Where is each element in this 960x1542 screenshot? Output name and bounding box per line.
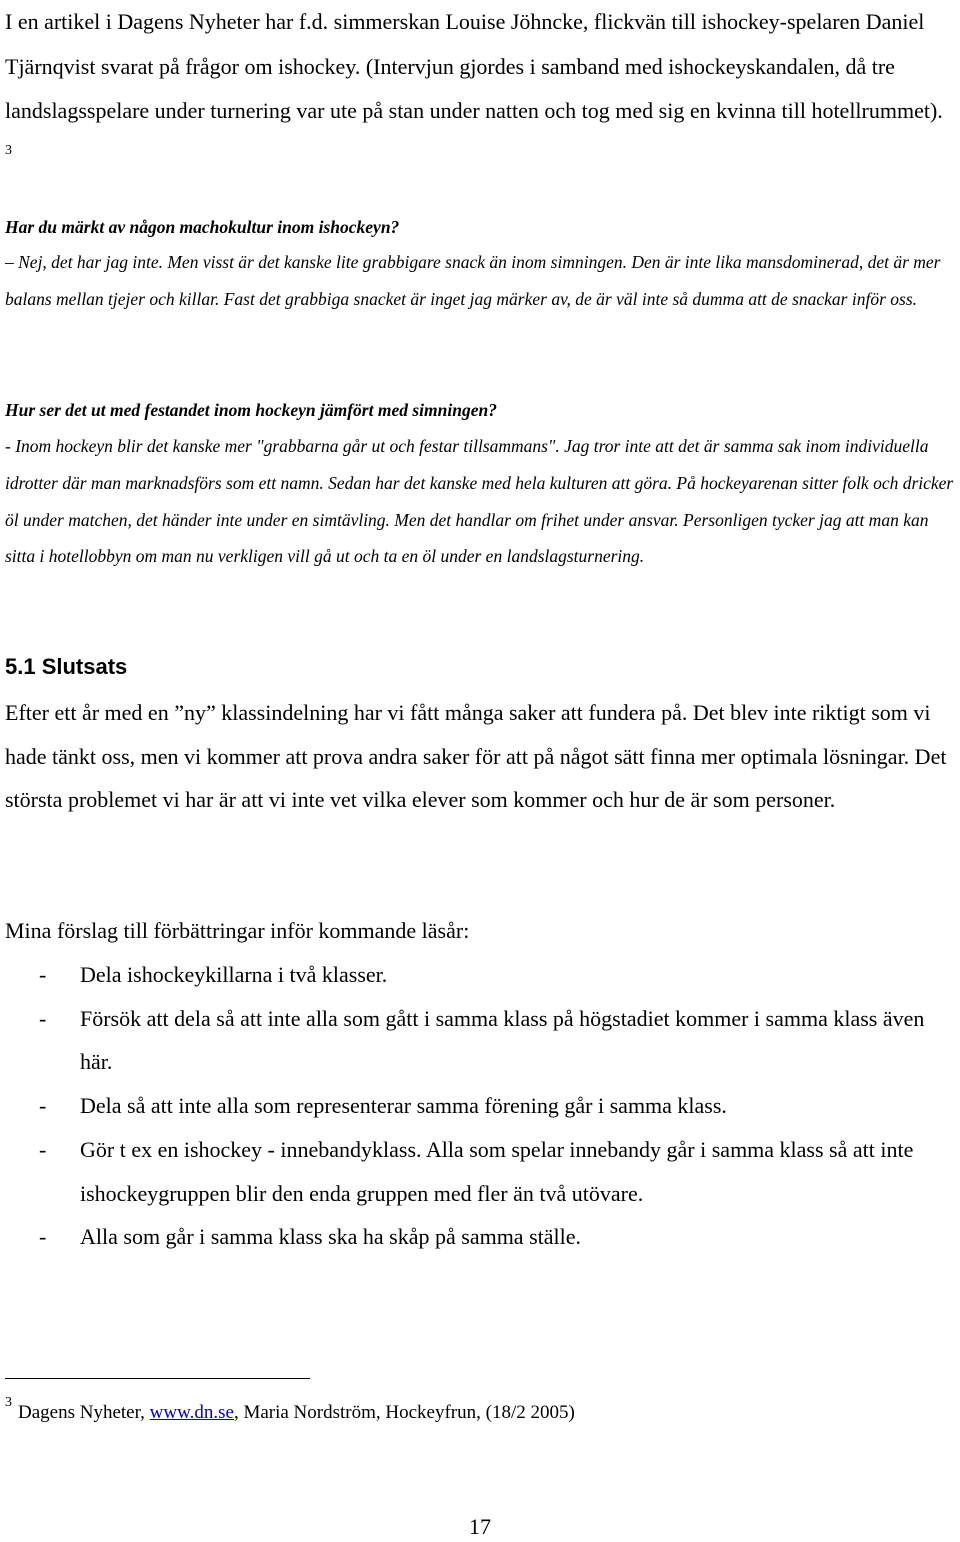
footnote-prefix: Dagens Nyheter, [18,1402,150,1423]
list-item-text: Försök att dela så att inte alla som gått i samma klass på högstadiet kommer i samma klass även här. [80,1005,925,1075]
interview-question-1: Har du märkt av någon machokultur inom ishockeyn? [5,217,400,237]
footnote-link[interactable]: www.dn.se [149,1402,234,1423]
footnote-reference: 3 [5,142,12,158]
list-item-text: Alla som går i samma klass ska ha skåp på samma ställe. [80,1224,581,1250]
list-dash: - [39,1093,47,1119]
list-item [5,1084,955,1128]
intro-paragraph [5,0,953,178]
suggestions-list [5,953,955,1259]
list-item [5,1215,955,1259]
page-number: 17 [469,1514,491,1539]
intro-text: I en artikel i Dagens Nyheter har f.d. simmerskan Louise Jöhncke, flickvän till ishockey-spelaren Daniel Tjärnqvist svarat på frågor om ishockey. (Intervjun gjordes i samband med ishockeyskandalen, då tre landslagsspelare under turnering var ute på stan under natten och tog med sig en kvinna till hotellrummet). [5,9,943,123]
list-item-text: Dela så att inte alla som representerar samma förening går i samma klass. [80,1093,727,1119]
interview-answer-1: – Nej, det har jag inte. Men visst är det kanske lite grabbigare snack än inom simningen. Den är inte lika mansdominerad, det är mer balans mellan tjejer och killar. Fast det grabbiga snacket är inget jag märker av, de är väl inte så dumma att de snackar inför oss. [5,252,941,309]
section-heading: 5.1 Slutsats [5,654,128,679]
list-item-text: Gör t ex en ishockey - innebandyklass. Alla som spelar innebandy går i samma klass så att inte ishockeygruppen blir den enda gruppen med fler än två utövare. [80,1136,914,1206]
list-dash: - [39,1136,47,1162]
footnote-suffix: , Maria Nordström, Hockeyfrun, (18/2 2005) [233,1402,575,1423]
list-dash: - [39,962,47,987]
list-item [5,1128,955,1215]
footnote-separator [5,1378,310,1379]
footnote-number: 3 [5,1395,12,1410]
list-item [5,953,955,997]
list-dash: - [39,1224,47,1250]
conclusion-paragraph: Efter ett år med en ”ny” klassindelning har vi fått många saker att fundera på. Det blev inte riktigt som vi hade tänkt oss, men vi kommer att prova andra saker för att på något sätt finna mer optimala lösningar. Det största problemet vi har är att vi inte vet vilka elever som kommer och hur de är som personer. [5,700,947,812]
interview-answer-2: - Inom hockeyn blir det kanske mer "grabbarna går ut och festar tillsammans". Jag tror inte att det är samma sak inom individuella idrotter där man marknadsförs som ett namn. Sedan har det kanske med hela kulturen att göra. På hockeyarenan sitter folk och dricker öl under matchen, det händer inte under en simtävling. Men det handlar om frihet under ansvar. Personligen tycker jag att man kan sitta i hotellobbyn om man nu verkligen vill gå ut och ta en öl under en landslagsturnering. [5,436,954,567]
suggestions-intro: Mina förslag till förbättringar inför kommande läsår: [5,918,470,943]
interview-question-2: Hur ser det ut med festandet inom hockeyn jämfört med simningen? [5,400,497,420]
footnote [5,1395,575,1428]
list-dash: - [39,1005,47,1031]
list-item [5,997,955,1084]
list-item-text: Dela ishockeykillarna i två klasser. [80,962,388,987]
